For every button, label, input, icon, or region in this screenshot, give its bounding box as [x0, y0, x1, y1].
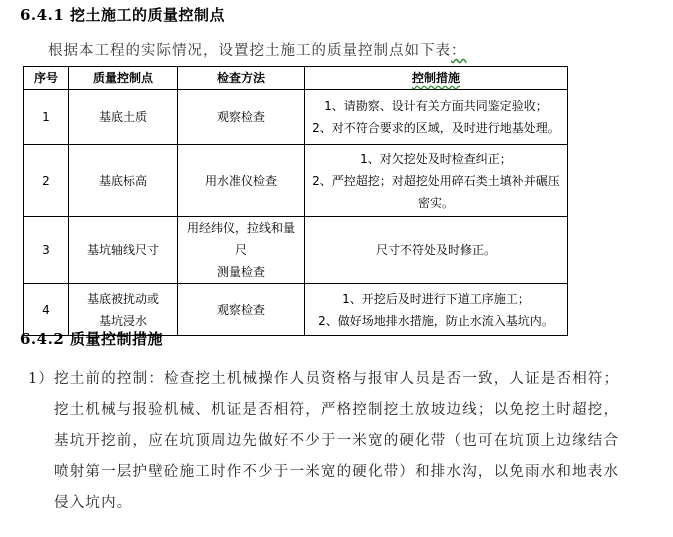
paragraph-line: 挖土机械与报验机械、机证是否相符，严格控制挖土放坡边线；以免挖土时超挖， — [54, 402, 620, 418]
section-heading-6-4-2 — [20, 328, 163, 349]
header-no: 序号 — [24, 67, 69, 90]
row-point: 基底土质 — [69, 90, 178, 145]
row-no: 4 — [24, 284, 69, 336]
paragraph-line: 喷射第一层护壁砼施工时作不少于一米宽的硬化带）和排水沟，以免雨水和地表水 — [54, 464, 620, 480]
quality-control-table — [23, 66, 568, 336]
table-row — [24, 90, 568, 145]
table-header-row — [24, 67, 568, 90]
row-measures: 1、对欠挖处及时检查纠正； 2、严控超挖；对超挖处用碎石类土填补并碾压 密实。 — [305, 145, 568, 217]
row-point: 基底被扰动或 基坑浸水 — [69, 284, 178, 336]
header-measures: 控制措施 — [305, 67, 568, 90]
row-no: 2 — [24, 145, 69, 217]
row-measures: 1、请勘察、设计有关方面共同鉴定验收； 2、对不符合要求的区域，及时进行地基处理。 — [305, 90, 568, 145]
paragraph-line: 1）挖土前的控制：检查挖土机械操作人员资格与报审人员是否一致，人证是否相符； — [28, 371, 620, 387]
row-measures: 1、开挖后及时进行下道工序施工； 2、做好场地排水措施，防止水流入基坑内。 — [305, 284, 568, 336]
row-no: 1 — [24, 90, 69, 145]
section-title: 质量控制措施 — [70, 330, 164, 348]
table-row — [24, 217, 568, 284]
row-method: 观察检查 — [178, 90, 305, 145]
paragraph-line: 侵入坑内。 — [54, 495, 133, 511]
body-paragraph — [28, 364, 668, 519]
paragraph-line: 基坑开挖前，应在坑顶周边先做好不少于一米宽的硬化带（也可在坑顶上边缘结合 — [54, 433, 620, 449]
intro-body: 根据本工程的实际情况，设置挖土施工的质量控制点如下表 — [48, 43, 451, 59]
intro-colon: ： — [451, 43, 467, 59]
row-method: 用经纬仪，拉线和量尺 测量检查 — [178, 217, 305, 284]
header-point: 质量控制点 — [69, 67, 178, 90]
intro-text — [48, 39, 467, 60]
row-method: 用水准仪检查 — [178, 145, 305, 217]
section-number: 6.4.1 — [20, 6, 65, 24]
row-point: 基坑轴线尺寸 — [69, 217, 178, 284]
header-method: 检查方法 — [178, 67, 305, 90]
row-no: 3 — [24, 217, 69, 284]
table-row — [24, 145, 568, 217]
row-method: 观察检查 — [178, 284, 305, 336]
section-title: 挖土施工的质量控制点 — [70, 6, 226, 24]
row-point: 基底标高 — [69, 145, 178, 217]
section-number: 6.4.2 — [20, 330, 65, 348]
row-measures: 尺寸不符处及时修正。 — [305, 217, 568, 284]
section-heading-6-4-1 — [20, 4, 225, 25]
